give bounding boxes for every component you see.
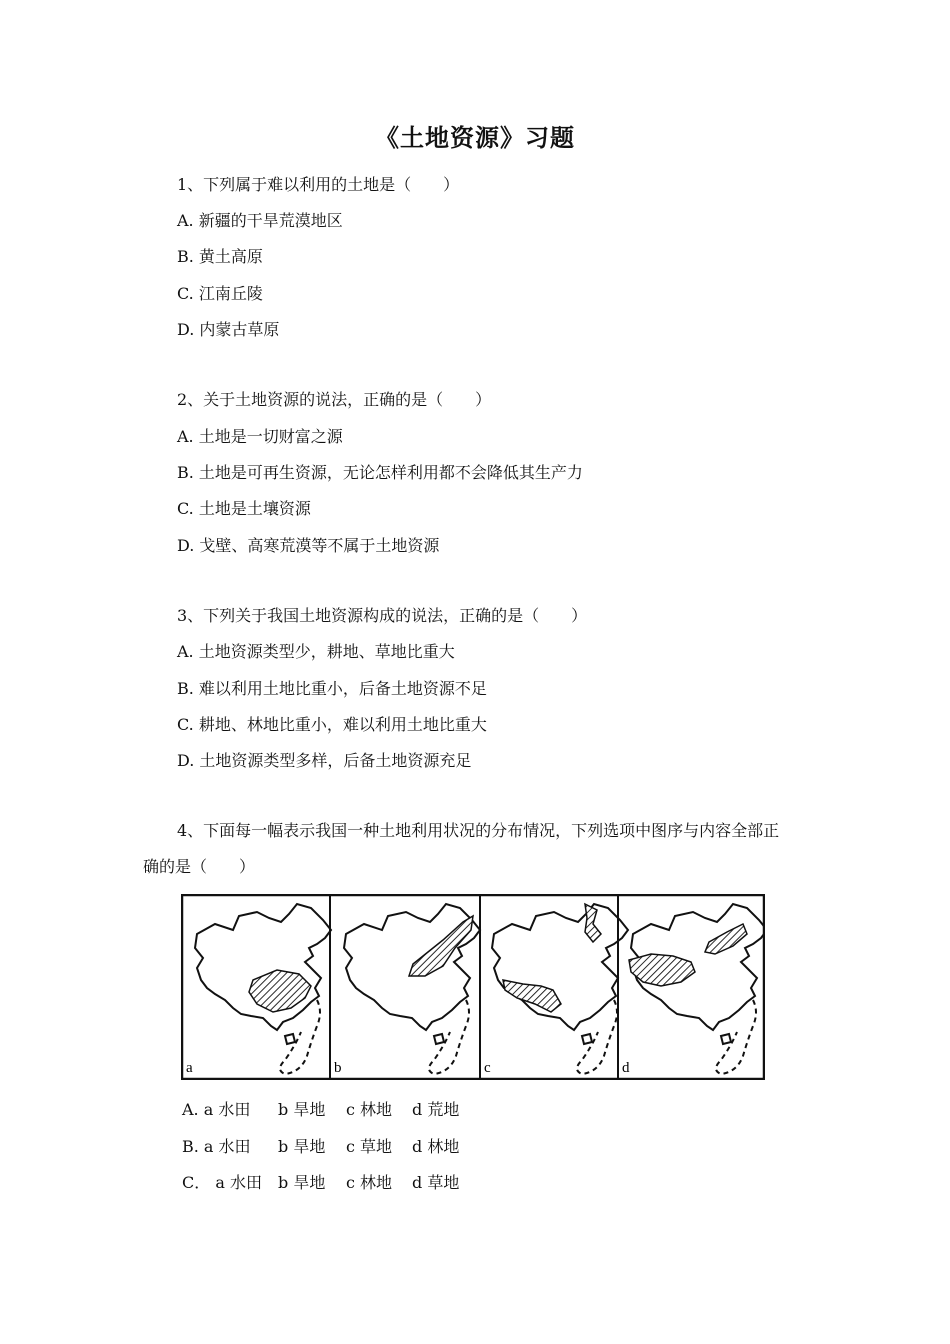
question-2-option-a: A. 土地是一切财富之源 bbox=[177, 427, 343, 446]
question-2-option-d: D. 戈壁、高寒荒漠等不属于土地资源 bbox=[177, 536, 440, 555]
question-4-option-b-part-1: B. a 水田 bbox=[182, 1137, 251, 1156]
question-3-stem: 3、下列关于我国土地资源构成的说法，正确的是（ ） bbox=[177, 606, 588, 625]
question-4-option-a bbox=[182, 1099, 459, 1121]
question-2-option-b: B. 土地是可再生资源，无论怎样利用都不会降低其生产力 bbox=[177, 463, 583, 482]
question-3-option-d: D. 土地资源类型多样，后备土地资源充足 bbox=[177, 751, 472, 770]
map-panel-d-label: d bbox=[622, 1060, 630, 1076]
question-4-option-a-part-3: c 林地 bbox=[346, 1100, 393, 1119]
question-4-stem-line-2: 确的是（ ） bbox=[143, 857, 256, 876]
question-4-stem-line-1: 4、下面每一幅表示我国一种土地利用状况的分布情况，下列选项中图序与内容全部正 bbox=[177, 821, 780, 840]
question-4-option-a-part-2: b 旱地 bbox=[278, 1100, 326, 1119]
question-1-option-a: A. 新疆的干旱荒漠地区 bbox=[177, 211, 343, 230]
question-1-option-c: C. 江南丘陵 bbox=[177, 284, 263, 303]
question-4-option-b bbox=[182, 1136, 459, 1158]
land-use-maps-figure bbox=[181, 894, 765, 1080]
question-1-option-d: D. 内蒙古草原 bbox=[177, 320, 280, 339]
question-4-option-a-part-1: A. a 水田 bbox=[182, 1100, 251, 1119]
page-title: 《土地资源》习题 bbox=[375, 123, 575, 152]
question-4-option-c bbox=[182, 1172, 459, 1194]
question-4-option-a-part-4: d 荒地 bbox=[412, 1100, 460, 1119]
question-3-option-a: A. 土地资源类型少，耕地、草地比重大 bbox=[177, 642, 455, 661]
question-1-option-b: B. 黄土高原 bbox=[177, 247, 263, 266]
question-2-stem: 2、关于土地资源的说法，正确的是（ ） bbox=[177, 390, 492, 409]
question-4-option-b-part-4: d 林地 bbox=[412, 1137, 460, 1156]
map-panel-a-label: a bbox=[186, 1060, 193, 1076]
map-panel-b-label: b bbox=[334, 1060, 342, 1076]
question-1-stem: 1、下列属于难以利用的土地是（ ） bbox=[177, 175, 460, 194]
question-2-option-c: C. 土地是土壤资源 bbox=[177, 499, 311, 518]
question-4-option-c-part-1: C． a 水田 bbox=[182, 1173, 262, 1192]
question-3-option-b: B. 难以利用土地比重小，后备土地资源不足 bbox=[177, 679, 487, 698]
question-3-option-c: C. 耕地、林地比重小，难以利用土地比重大 bbox=[177, 715, 487, 734]
question-4-option-c-part-4: d 草地 bbox=[412, 1173, 460, 1192]
question-4-option-c-part-3: c 林地 bbox=[346, 1173, 393, 1192]
question-4-option-b-part-3: c 草地 bbox=[346, 1137, 393, 1156]
question-4-option-c-part-2: b 旱地 bbox=[278, 1173, 326, 1192]
map-panel-c-label: c bbox=[484, 1060, 491, 1076]
question-4-option-b-part-2: b 旱地 bbox=[278, 1137, 326, 1156]
